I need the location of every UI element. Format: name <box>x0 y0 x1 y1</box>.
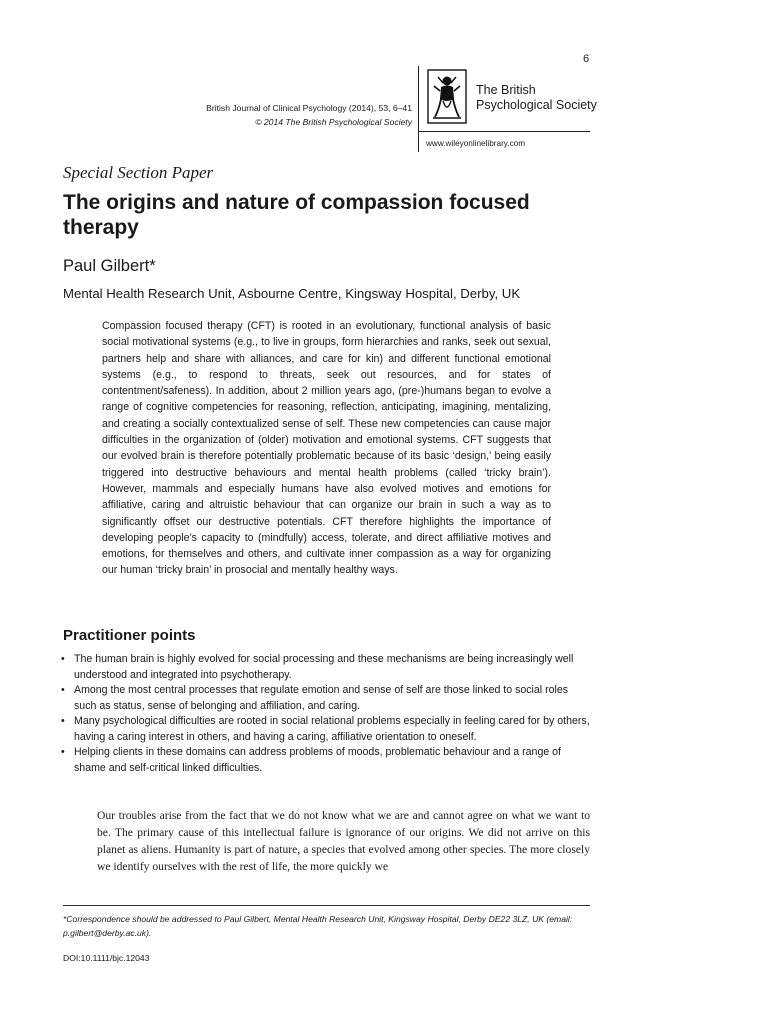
practitioner-points-list <box>57 652 593 776</box>
journal-line: British Journal of Clinical Psychology (2014), 53, 6–41 <box>206 103 412 113</box>
practitioner-points-heading: Practitioner points <box>63 627 196 644</box>
footnote-rule <box>63 905 590 906</box>
page-number: 6 <box>583 53 590 65</box>
bullet-icon: • <box>61 653 65 665</box>
author-affiliation: Mental Health Research Unit, Asbourne Centre, Kingsway Hospital, Derby, UK <box>63 286 521 301</box>
publisher-url[interactable]: www.wileyonlinelibrary.com <box>426 139 526 148</box>
bullet-icon: • <box>61 715 65 727</box>
correspondence-footnote: *Correspondence should be addressed to Paul Gilbert, Mental Health Research Unit, Kingsway Hospital, Derby DE22 3LZ, UK (email: p.gilbert@derby.ac.uk). <box>63 914 573 938</box>
doi-line[interactable]: DOI:10.1111/bjc.12043 <box>63 953 150 963</box>
list-item-text: Many psychological difficulties are rooted in social relational problems especially in feeling cared for by others, having a caring interest in others, and having a caring, affiliative orientation to oneself. <box>74 715 590 743</box>
list-item <box>57 714 593 745</box>
author-name: Paul Gilbert* <box>63 257 156 275</box>
list-item <box>57 683 593 714</box>
bullet-icon: • <box>61 746 65 758</box>
section-label: Special Section Paper <box>63 163 214 182</box>
header-vertical-rule <box>418 66 419 152</box>
publisher-name <box>476 83 597 113</box>
list-item-text: Among the most central processes that regulate emotion and sense of self are those linked to social roles such as status, sense of belonging and affiliation, and caring. <box>74 684 569 712</box>
bps-emblem-icon <box>427 69 467 124</box>
header-horizontal-rule <box>418 131 590 132</box>
journal-citation <box>150 101 412 129</box>
copyright-line: © 2014 The British Psychological Society <box>255 117 412 127</box>
list-item-text: The human brain is highly evolved for social processing and these mechanisms are being increasingly well understood and integrated into psychotherapy. <box>74 653 574 681</box>
abstract-text: Compassion focused therapy (CFT) is rooted in an evolutionary, functional analysis of basic social motivational systems (e.g., to live in groups, form hierarchies and ranks, seek out sexual, partners help and share with alliances, and care for kin) and different functional emotional systems (e.g., to respond to threats, seek out resources, and for states of contentment/safeness). In addition, about 2 million years ago, (pre-)humans began to evolve a range of cognitive competencies for reasoning, reflection, anticipating, imagining, mentalizing, and creating a socially contextualized sense of self. These new competencies can cause major difficulties in the organization of (older) motivation and emotional systems. CFT suggests that our evolved brain is therefore potentially problematic because of its basic ‘design,’ being easily triggered into destructive behaviours and mental health problems (called ‘tricky brain’). However, mammals and especially humans have also evolved motives and emotions for affiliative, caring and altruistic behaviour that can organize our brain in such a way as to significantly offset our destructive potentials. CFT therefore highlights the importance of developing people’s capacity to (mindfully) access, tolerate, and direct affiliative motives and emotions, for themselves and others, and cultivate inner compassion as a way for organizing our human ‘tricky brain’ in prosocial and mentally healthy ways. <box>102 320 551 577</box>
publisher-name-line2: Psychological Society <box>476 98 597 112</box>
opening-quote: Our troubles arise from the fact that we do not know what we are and cannot agree on what we want to be. The primary cause of this intellectual failure is ignorance of our origins. We did not arrive on this planet as aliens. Humanity is part of nature, a species that evolved among other species. The more closely we identify ourselves with the rest of life, the more quickly we <box>97 809 590 873</box>
article-title: The origins and nature of compassion focused therapy <box>63 191 530 239</box>
bullet-icon: • <box>61 684 65 696</box>
publisher-name-line1: The British <box>476 83 536 97</box>
list-item-text: Helping clients in these domains can address problems of moods, problematic behaviour and a range of shame and self-critical linked difficulties. <box>74 746 562 774</box>
list-item <box>57 652 593 683</box>
list-item <box>57 745 593 776</box>
